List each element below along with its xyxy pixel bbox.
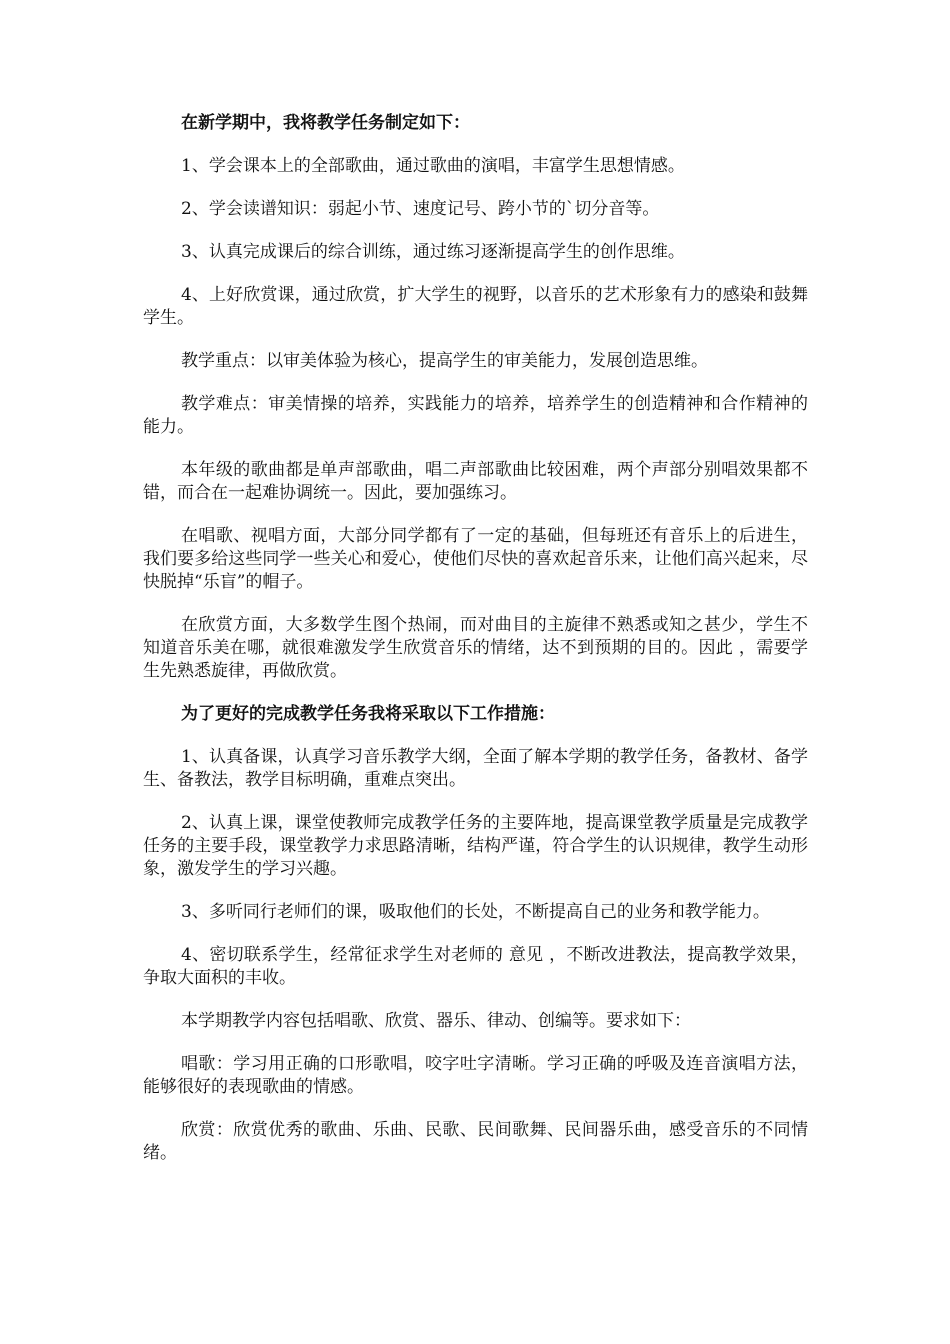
paragraph-key-points: 教学重点：以审美体验为核心，提高学生的审美能力，发展创造思维。 [181,351,708,371]
paragraph-task-2: 2、学会读谱知识：弱起小节、速度记号、跨小节的`切分音等。 [181,199,660,219]
paragraph-task-1: 1、学会课本上的全部歌曲，通过歌曲的演唱，丰富学生思想情感。 [181,156,685,176]
paragraph-measure-3: 3、多听同行老师们的课，吸取他们的长处，不断提高自己的业务和教学能力。 [181,902,770,922]
section-heading-tasks: 在新学期中，我将教学任务制定如下： [181,113,470,133]
document-body [143,112,808,1185]
paragraph-content-summary: 本学期教学内容包括唱歌、欣赏、器乐、律动、创编等。要求如下： [181,1011,691,1031]
paragraph-measure-4: 4、密切联系学生，经常征求学生对老师的 意见 ，不断改进教法，提高教学效果，争取大面积的丰收。 [143,945,808,988]
paragraph-songs: 本年级的歌曲都是单声部歌曲，唱二声部歌曲比较困难，两个声部分别唱效果都不错，而合在一起难协调统一。因此，要加强练习。 [143,460,808,503]
paragraph-appreciation: 在欣赏方面，大多数学生图个热闹，而对曲目的主旋律不熟悉或知之甚少，学生不知道音乐美在哪，就很难激发学生欣赏音乐的情绪，达不到预期的目的。因此 ，需要学生先熟悉旋律，再做欣赏。 [143,615,808,681]
paragraph-task-4: 4、上好欣赏课，通过欣赏，扩大学生的视野，以音乐的艺术形象有力的感染和鼓舞学生。 [143,285,808,328]
paragraph-appreciation-requirements: 欣赏：欣赏优秀的歌曲、乐曲、民歌、民间歌舞、民间器乐曲，感受音乐的不同情绪。 [143,1120,808,1163]
section-heading-measures: 为了更好的完成教学任务我将采取以下工作措施： [181,704,555,724]
paragraph-measure-2: 2、认真上课，课堂使教师完成教学任务的主要阵地，提高课堂教学质量是完成教学任务的主要手段，课堂教学力求思路清晰，结构严谨，符合学生的认识规律，教学生动形象，激发学生的学习兴趣。 [143,813,808,879]
paragraph-singing-requirements: 唱歌：学习用正确的口形歌唱，咬字吐字清晰。学习正确的呼吸及连音演唱方法，能够很好的表现歌曲的情感。 [143,1054,808,1097]
paragraph-difficulties: 教学难点：审美情操的培养，实践能力的培养，培养学生的创造精神和合作精神的能力。 [143,394,808,437]
paragraph-task-3: 3、认真完成课后的综合训练，通过练习逐渐提高学生的创作思维。 [181,242,685,262]
paragraph-singing: 在唱歌、视唱方面，大部分同学都有了一定的基础，但每班还有音乐上的后进生，我们要多给这些同学一些关心和爱心，使他们尽快的喜欢起音乐来，让他们高兴起来，尽快脱掉“乐盲”的帽子。 [143,526,808,592]
paragraph-measure-1: 1、认真备课，认真学习音乐教学大纲，全面了解本学期的教学任务，备教材、备学生、备教法，教学目标明确，重难点突出。 [143,747,808,790]
